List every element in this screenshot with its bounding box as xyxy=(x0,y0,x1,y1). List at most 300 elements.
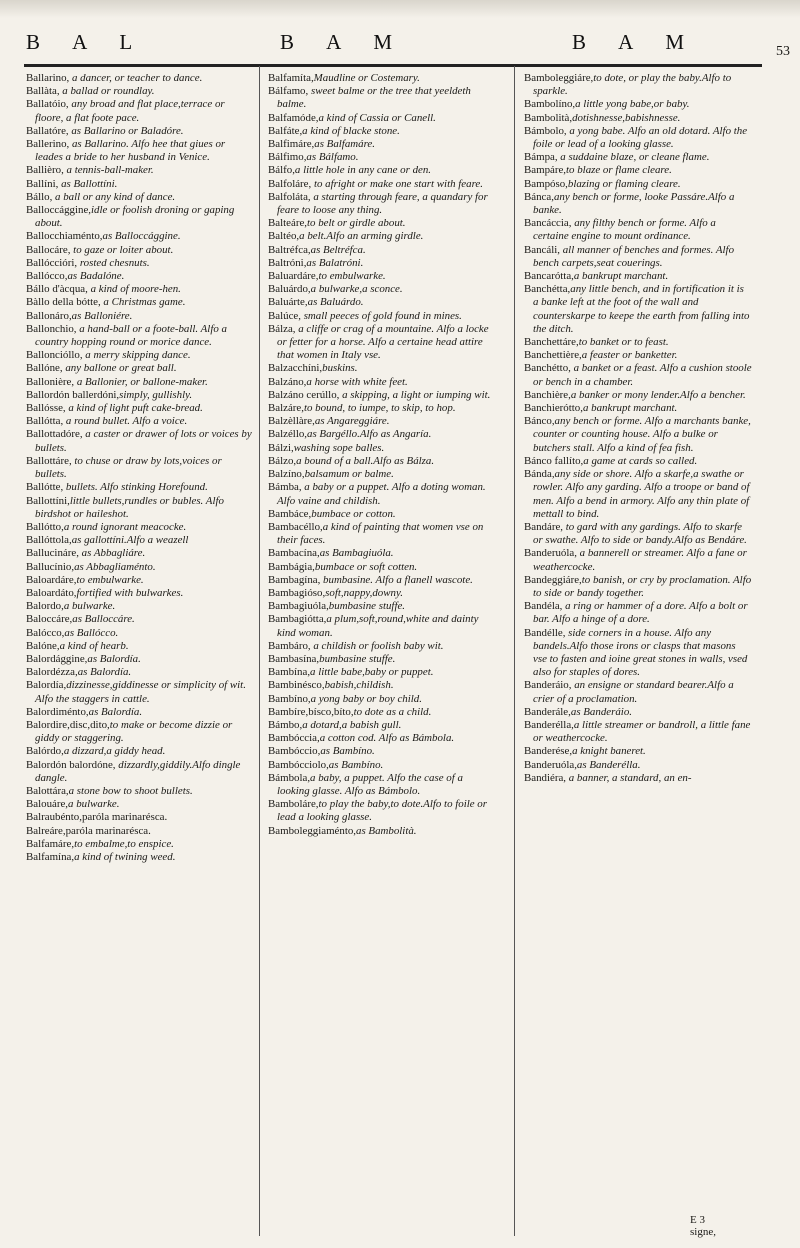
entry-headword: Balfoláta, xyxy=(268,190,311,203)
entry-definition: as Baluárdo. xyxy=(307,296,364,309)
running-head-left: B A L xyxy=(26,30,147,54)
entry-headword: Balfamíta, xyxy=(268,72,314,84)
dictionary-entry xyxy=(26,244,252,257)
dictionary-entry xyxy=(26,825,252,838)
dictionary-entry xyxy=(524,349,752,362)
entry-definition: little bullets,rundles or bubles. Alfo birdshot or haileshot. xyxy=(35,494,224,520)
entry-definition: as Abbagliaménto. xyxy=(74,560,156,573)
entry-headword: Bambagína, xyxy=(268,573,321,586)
entry-headword: Bamboláre, xyxy=(268,798,319,811)
dictionary-entry xyxy=(268,270,494,283)
entry-definition: any filthy bench or forme. Alfo a certaine engine to mount ordinance. xyxy=(533,217,716,243)
dictionary-entry xyxy=(268,508,494,521)
entry-definition: a round bullet. Alfo a voice. xyxy=(63,415,188,428)
entry-headword: Baloardáto, xyxy=(26,586,77,599)
entry-headword: Ballatóre, xyxy=(26,124,69,137)
dictionary-entry xyxy=(268,138,494,151)
dictionary-entry xyxy=(26,481,252,494)
entry-definition: a kind of light puft cake-bread. xyxy=(65,402,203,415)
entry-headword: Bampóso, xyxy=(524,177,568,190)
entry-definition: a little yong babe,or baby. xyxy=(575,98,690,111)
entry-definition: bumbasine stuffe. xyxy=(328,600,406,613)
dictionary-entry xyxy=(268,389,494,402)
dictionary-entry xyxy=(26,706,252,719)
entry-definition: a bankrupt marchant. xyxy=(582,402,678,415)
entry-headword: Ballerino, xyxy=(26,138,70,151)
dictionary-entry xyxy=(268,283,494,296)
entry-headword: Ballósse, xyxy=(26,402,66,415)
entry-definition: a game at cards so called. xyxy=(583,454,698,467)
entry-headword: Ballucináre, xyxy=(26,547,79,560)
entry-headword: Bambasína, xyxy=(268,652,320,665)
entry-headword: Ballottáre, xyxy=(26,454,72,467)
entry-headword: Bambolità, xyxy=(524,111,573,124)
entry-headword: Ballàta, xyxy=(26,85,60,98)
entry-definition: a banker or mony lender.Alfo a bencher. xyxy=(570,388,746,401)
entry-definition: to chuse or draw by lots,voices or bullets. xyxy=(35,454,222,481)
entry-headword: Bancáccia, xyxy=(524,217,572,230)
dictionary-entry xyxy=(268,85,494,111)
dictionary-entry xyxy=(26,600,252,613)
entry-definition: a feaster or banketter. xyxy=(581,349,678,362)
dictionary-entry xyxy=(268,587,494,600)
dictionary-entry xyxy=(524,521,752,547)
entry-headword: Ballótte, xyxy=(26,481,64,494)
entry-definition: any side or shore. Alfo a skarfe,a swathe or rowler. Alfo any garding. Alfo a troope or band of men. Alfo a bend in armory. Alfo any thin plate of mettall to bind. xyxy=(533,468,750,520)
entry-definition: a belt.Alfo an arming girdle. xyxy=(299,230,424,243)
dictionary-entry xyxy=(26,98,252,124)
entry-headword: Ballonáro, xyxy=(26,309,72,322)
dictionary-entry xyxy=(524,270,752,283)
dictionary-entry xyxy=(268,719,494,732)
entry-headword: Baloardáre, xyxy=(26,573,77,586)
entry-definition: as Balfamáre. xyxy=(314,138,375,151)
entry-definition: a merry skipping dance. xyxy=(82,349,191,362)
entry-definition: as gallottíni.Alfo a weazell xyxy=(71,534,189,547)
dictionary-entry xyxy=(524,164,752,177)
dictionary-entry xyxy=(524,217,752,243)
entry-definition: a kind of hearb. xyxy=(59,639,129,652)
dictionary-entry xyxy=(26,745,252,758)
dictionary-entry xyxy=(268,257,494,270)
entry-definition: any little bench, and in fortification it is a banke left at the foot of the wall and counterskarpe to keepe the earth from falling into the ditch. xyxy=(533,283,750,335)
entry-headword: Bambacína, xyxy=(268,547,320,560)
entry-definition: a cotton cod. Alfo as Bámbola. xyxy=(319,732,455,745)
entry-headword: Baluardáre, xyxy=(268,270,319,283)
entry-headword: Baltróni, xyxy=(268,256,307,269)
entry-headword: Ballatóio, xyxy=(26,98,69,111)
running-head xyxy=(12,30,800,66)
entry-headword: Balócco, xyxy=(26,626,65,639)
entry-definition: a ring or hammer of a dore. Alfo a bolt or bar. Alfo a hinge of a dore. xyxy=(533,600,748,626)
entry-headword: Ballottadóre, xyxy=(26,428,83,441)
dictionary-entry xyxy=(26,785,252,798)
entry-definition: as Banderélla. xyxy=(576,758,641,771)
entry-headword: Bállo, xyxy=(26,190,53,203)
dictionary-entry xyxy=(26,178,252,191)
entry-definition: a little babe,baby or puppet. xyxy=(310,666,434,679)
entry-definition: a dotard,a babish gull. xyxy=(302,718,402,731)
entry-definition: to banket or to feast. xyxy=(578,336,669,349)
entry-headword: Balloncióllo, xyxy=(26,349,83,362)
entry-headword: Balzíno, xyxy=(268,468,305,481)
entry-headword: Bambinésco, xyxy=(268,679,325,692)
entry-definition: a knight baneret. xyxy=(572,745,646,758)
entry-headword: Bambóccia, xyxy=(268,732,320,745)
entry-headword: Bambíno, xyxy=(268,692,311,705)
dictionary-entry xyxy=(524,178,752,191)
dictionary-entry xyxy=(268,600,494,613)
entry-headword: Baluárdo, xyxy=(268,283,311,296)
dictionary-entry xyxy=(268,745,494,758)
entry-headword: Ballonière, xyxy=(26,375,75,388)
entry-definition: blazing or flaming cleare. xyxy=(567,177,681,190)
dictionary-entry xyxy=(26,428,252,454)
dictionary-entry xyxy=(524,772,752,785)
entry-headword: Bánco, xyxy=(524,415,555,428)
dictionary-entry xyxy=(268,415,494,428)
entry-headword: Baloccáre, xyxy=(26,613,73,626)
entry-headword: Balordággine, xyxy=(26,652,88,665)
entry-definition: small peeces of gold found in mines. xyxy=(300,309,462,322)
entry-headword: Ballocáre, xyxy=(26,243,71,256)
entry-definition: to embulwarke. xyxy=(76,573,144,586)
entry-definition: dotishnesse,babishnesse. xyxy=(572,111,681,124)
entry-definition: bumbace or cotton. xyxy=(311,507,396,520)
page-footer xyxy=(690,1214,800,1238)
entry-headword: Ballócco, xyxy=(26,270,68,283)
entry-headword: Bámbolo, xyxy=(524,124,567,137)
scan-edge xyxy=(0,0,800,18)
entry-definition: babish,childish. xyxy=(324,679,394,692)
entry-definition: to embulwarke. xyxy=(318,270,386,283)
dictionary-entry xyxy=(268,296,494,309)
entry-definition: any broad and flat place,terrace or floore, a flat foote pace. xyxy=(35,98,225,124)
dictionary-entry xyxy=(524,574,752,600)
entry-headword: Balloccággine, xyxy=(26,204,92,217)
dictionary-entry xyxy=(26,627,252,640)
dictionary-entry xyxy=(26,798,252,811)
entry-definition: a kind of Cassia or Canell. xyxy=(318,111,436,124)
entry-definition: a bankrupt marchant. xyxy=(573,270,669,283)
dictionary-entry xyxy=(524,706,752,719)
dictionary-entry xyxy=(268,521,494,547)
dictionary-entry xyxy=(268,455,494,468)
entry-definition: dizzardly,giddily.Alfo dingle dangle. xyxy=(35,758,241,784)
entry-definition: a bulwarke. xyxy=(68,798,120,811)
dictionary-entry xyxy=(268,679,494,692)
entry-definition: fortified with bulwarkes. xyxy=(76,586,184,599)
running-head-right: B A M xyxy=(572,30,699,54)
dictionary-entry xyxy=(524,362,752,388)
entry-definition: bumbace or soft cotten. xyxy=(314,560,418,573)
dictionary-entry xyxy=(268,402,494,415)
entry-headword: Bandeggiáre, xyxy=(524,573,582,586)
dictionary-entry xyxy=(524,72,752,98)
dictionary-entry xyxy=(26,283,252,296)
entry-headword: Bámpa, xyxy=(524,151,558,164)
entry-definition: to dote as a child. xyxy=(353,705,432,718)
dictionary-entry xyxy=(26,679,252,705)
entry-definition: as Bambíno. xyxy=(320,745,375,758)
entry-headword: Bámba, xyxy=(268,481,302,494)
column-3 xyxy=(524,72,752,1232)
entry-headword: Bállo d'àcqua, xyxy=(26,283,88,296)
dictionary-entry xyxy=(26,534,252,547)
dictionary-entry xyxy=(268,547,494,560)
dictionary-entry xyxy=(268,217,494,230)
entry-headword: Ballonchio, xyxy=(26,322,77,335)
entry-headword: Bambíre,bísco,bíto, xyxy=(268,705,354,718)
entry-headword: Bandiéra, xyxy=(524,771,567,784)
entry-definition: a bulwarke. xyxy=(63,600,116,613)
entry-headword: Banchettière, xyxy=(524,349,582,362)
running-head-middle: B A M xyxy=(280,30,407,54)
entry-definition: a childish or foolish baby wit. xyxy=(310,639,444,652)
entry-definition: a banket or a feast. Alfo a cushion stoole or bench in a chamber. xyxy=(533,362,752,388)
dictionary-entry xyxy=(26,587,252,600)
dictionary-entry xyxy=(26,547,252,560)
entry-definition: bullets. Alfo stinking Horefound. xyxy=(63,481,208,494)
dictionary-entry xyxy=(524,547,752,573)
entry-definition: a bulwarke,a sconce. xyxy=(310,283,403,296)
dictionary-entry xyxy=(268,732,494,745)
dictionary-entry xyxy=(26,640,252,653)
entry-definition: to belt or girdle about. xyxy=(307,217,406,230)
entry-headword: Balóne, xyxy=(26,639,60,652)
entry-headword: Banderuóla, xyxy=(524,547,577,560)
dictionary-entry xyxy=(26,402,252,415)
entry-definition: as Bambíno. xyxy=(328,758,384,771)
entry-headword: Balzáno, xyxy=(268,375,307,388)
dictionary-entry xyxy=(26,191,252,204)
dictionary-entry xyxy=(268,376,494,389)
entry-headword: Ballóne, xyxy=(26,362,63,375)
entry-definition: a baby, a puppet. Alfo the case of a looking glasse. Alfo as Bámbolo. xyxy=(277,771,463,797)
dictionary-entry xyxy=(524,468,752,521)
dictionary-entry xyxy=(268,666,494,679)
entry-headword: Ballóccióri, xyxy=(26,256,78,269)
column-1 xyxy=(26,72,252,1232)
entry-definition: as Abbagliáre. xyxy=(78,547,146,560)
catchword: signe, xyxy=(690,1226,716,1238)
entry-definition: Maudline or Costemary. xyxy=(313,72,420,84)
dictionary-entry xyxy=(26,376,252,389)
entry-headword: Banderuóla, xyxy=(524,758,577,771)
dictionary-entry xyxy=(26,666,252,679)
entry-headword: Balzacchíni, xyxy=(268,362,323,375)
entry-headword: Bambagiuóla, xyxy=(268,600,329,613)
entry-definition: to gard with any gardings. Alfo to skarfe or swathe. Alfo to side or bandy.Alfo as Bendáre. xyxy=(533,520,747,547)
entry-definition: to blaze or flame cleare. xyxy=(566,164,672,177)
dictionary-entry xyxy=(26,230,252,243)
entry-definition: a suddaine blaze, or cleane flame. xyxy=(557,151,710,164)
entry-headword: Bambágia, xyxy=(268,560,315,573)
entry-definition: simply, gullishly. xyxy=(119,388,193,401)
dictionary-entry xyxy=(268,442,494,455)
column-2 xyxy=(268,72,494,1232)
dictionary-entry xyxy=(26,72,252,85)
entry-definition: a ball or any kind of dance. xyxy=(52,190,176,203)
dictionary-entry xyxy=(26,125,252,138)
dictionary-entry xyxy=(268,706,494,719)
entry-definition: a little streamer or bandroll, a little fane or weathercocke. xyxy=(533,718,751,745)
entry-definition: as Beltréfca. xyxy=(310,243,366,256)
dictionary-entry xyxy=(26,257,252,270)
entry-headword: Bambagiótta, xyxy=(268,613,327,626)
entry-definition: sweet balme or the tree that yeeldeth balme. xyxy=(277,85,471,111)
entry-headword: Balordiménto, xyxy=(26,705,89,718)
entry-definition: balsamum or balme. xyxy=(304,468,394,481)
dictionary-entry xyxy=(524,402,752,415)
entry-headword: Ballièro, xyxy=(26,164,64,177)
entry-headword: Banderále, xyxy=(524,705,571,718)
entry-definition: any ballone or great ball. xyxy=(62,362,177,375)
entry-definition: a bound of a ball.Alfo as Bálza. xyxy=(296,454,435,467)
header-rule xyxy=(24,64,762,67)
dictionary-entry xyxy=(268,825,494,838)
entry-definition: washing sope balles. xyxy=(293,441,385,454)
entry-headword: Balordézza, xyxy=(26,666,78,679)
entry-definition: a kind of moore-hen. xyxy=(87,283,181,296)
entry-headword: Balottára, xyxy=(26,784,69,797)
dictionary-entry xyxy=(26,389,252,402)
dictionary-entry xyxy=(524,389,752,402)
entry-definition: an ensigne or standard bearer.Alfo a crier of a proclamation. xyxy=(533,679,734,705)
dictionary-entry xyxy=(26,811,252,824)
entry-headword: Bámbola, xyxy=(268,771,311,784)
entry-headword: Ballótto, xyxy=(26,520,64,533)
entry-definition: as Ballottíni. xyxy=(58,177,118,190)
dictionary-entry xyxy=(524,759,752,772)
entry-headword: Bambína, xyxy=(268,666,311,679)
entry-headword: Bálfo, xyxy=(268,164,295,177)
dictionary-entry xyxy=(268,310,494,323)
dictionary-entry xyxy=(524,455,752,468)
entry-definition: as Bambolità. xyxy=(356,824,417,837)
dictionary-entry xyxy=(268,759,494,772)
entry-definition: any bench or forme. Alfo a marchants banke, counter or counting house. Alfo a bulke or butchers stall. Alfo a kind of fea fish. xyxy=(533,415,751,454)
entry-definition: idle or foolish droning or gaping about. xyxy=(35,204,235,230)
entry-definition: to embalme,to enspice. xyxy=(74,837,174,850)
entry-headword: Banchière, xyxy=(524,388,571,401)
entry-definition: a plum,soft,round,white and dainty kind woman. xyxy=(277,613,479,639)
entry-definition: as Balloniére. xyxy=(71,309,133,322)
entry-definition: bumbasine stuffe. xyxy=(319,652,396,665)
entry-headword: Bambóccio, xyxy=(268,745,321,758)
entry-definition: a banner, a standard, an en- xyxy=(566,771,692,784)
entry-definition: a hand-ball or a foote-ball. Alfo a country hopping round or morice dance. xyxy=(35,322,227,349)
dictionary-entry xyxy=(268,613,494,639)
entry-headword: Bálfimo, xyxy=(268,151,307,164)
entry-definition: rosted chesnuts. xyxy=(77,256,150,269)
entry-headword: Baluárte, xyxy=(268,296,308,309)
entry-headword: Balordire,disc,dito, xyxy=(26,718,110,731)
entry-definition: as Ballarino. Alfo hee that giues or leades a bride to her husband in Venice. xyxy=(35,138,226,164)
dictionary-entry xyxy=(26,204,252,230)
entry-definition: a little hole in any cane or den. xyxy=(294,164,432,177)
entry-headword: Balfáte, xyxy=(268,124,303,137)
entry-definition: dizzinesse,giddinesse or simplicity of wit. Alfo the staggers in cattle. xyxy=(35,679,246,705)
dictionary-entry xyxy=(268,244,494,257)
entry-headword: Bamboleggiáre, xyxy=(524,72,594,84)
dictionary-entry xyxy=(268,428,494,441)
dictionary-entry xyxy=(26,574,252,587)
dictionary-entry xyxy=(524,627,752,680)
entry-headword: Ballíni, xyxy=(26,177,59,190)
dictionary-entry xyxy=(26,164,252,177)
dictionary-entry xyxy=(524,745,752,758)
dictionary-entry xyxy=(26,415,252,428)
dictionary-entry xyxy=(268,164,494,177)
dictionary-entry xyxy=(268,693,494,706)
dictionary-entry xyxy=(524,191,752,217)
dictionary-entry xyxy=(268,230,494,243)
column-divider xyxy=(514,66,515,1236)
entry-definition: a tennis-ball-maker. xyxy=(63,164,154,177)
entry-headword: Bambáro, xyxy=(268,639,311,652)
entry-headword: Balúce, xyxy=(268,309,301,322)
dictionary-entry xyxy=(26,719,252,745)
entry-definition: as Ballarino or Baladóre. xyxy=(68,124,184,137)
entry-definition: soft,nappy,downy. xyxy=(325,586,403,599)
dictionary-entry xyxy=(268,640,494,653)
dictionary-entry xyxy=(268,362,494,375)
entry-definition: a kind of painting that women vse on their faces. xyxy=(277,520,484,547)
entry-headword: Balordo, xyxy=(26,600,64,613)
dictionary-entry xyxy=(268,191,494,217)
entry-headword: Bálzo, xyxy=(268,454,297,467)
entry-headword: Bambagióso, xyxy=(268,586,326,599)
entry-headword: Bampáre, xyxy=(524,164,567,177)
entry-headword: Banderélla, xyxy=(524,718,574,731)
entry-definition: to play the baby,to dote.Alfo to foile or lead a looking glasse. xyxy=(277,798,487,824)
entry-headword: Balfimáre, xyxy=(268,138,315,151)
entry-definition: a bannerell or streamer. Alfo a fane or weathercocke. xyxy=(533,547,747,573)
entry-definition: a stone bow to shoot bullets. xyxy=(68,784,193,797)
dictionary-entry xyxy=(524,244,752,270)
entry-headword: Bandéla, xyxy=(524,600,563,613)
entry-definition: a kind of blacke stone. xyxy=(302,124,400,137)
entry-definition: as Banderáio. xyxy=(570,705,632,718)
dictionary-entry xyxy=(524,98,752,111)
dictionary-entry xyxy=(268,468,494,481)
entry-definition: a cliffe or crag of a mountaine. Alfo a locke or fetter for a horse. Alfo a certaine head attire that women in Italy vse. xyxy=(277,322,489,362)
dictionary-entry xyxy=(26,310,252,323)
entry-headword: Bancáli, xyxy=(524,243,560,256)
entry-definition: a baby or a puppet. Alfo a doting woman. Alfo vaine and childish. xyxy=(277,481,486,507)
entry-headword: Balzáno cerúllo, xyxy=(268,388,340,401)
entry-headword: Bambáce, xyxy=(268,507,312,520)
dictionary-entry xyxy=(26,495,252,521)
entry-definition: as Balloccággine. xyxy=(102,230,181,243)
entry-definition: a kind of twining weed. xyxy=(74,850,176,863)
entry-definition: as Balatróni. xyxy=(306,256,364,269)
entry-headword: Bambócciolo, xyxy=(268,758,329,771)
dictionary-entry xyxy=(268,72,494,85)
entry-headword: Balzéllo, xyxy=(268,428,308,441)
entry-definition: side corners in a house. Alfo any bandels.Alfo those irons or clasps that masons vse to fasten and ioine great stones in walls, vsed also for staples of dores. xyxy=(533,626,748,679)
dictionary-entry xyxy=(268,112,494,125)
entry-definition: to banish, or cry by proclamation. Alfo to side or bandy together. xyxy=(533,573,752,599)
dictionary-entry xyxy=(26,653,252,666)
entry-definition: a ballad or roundlay. xyxy=(59,85,155,98)
entry-definition: a round ignorant meacocke. xyxy=(63,520,187,533)
dictionary-entry xyxy=(268,772,494,798)
entry-headword: Banchétto, xyxy=(524,362,571,375)
entry-definition: as Bambagiuóla. xyxy=(319,547,394,560)
entry-headword: Banchétta, xyxy=(524,283,571,296)
